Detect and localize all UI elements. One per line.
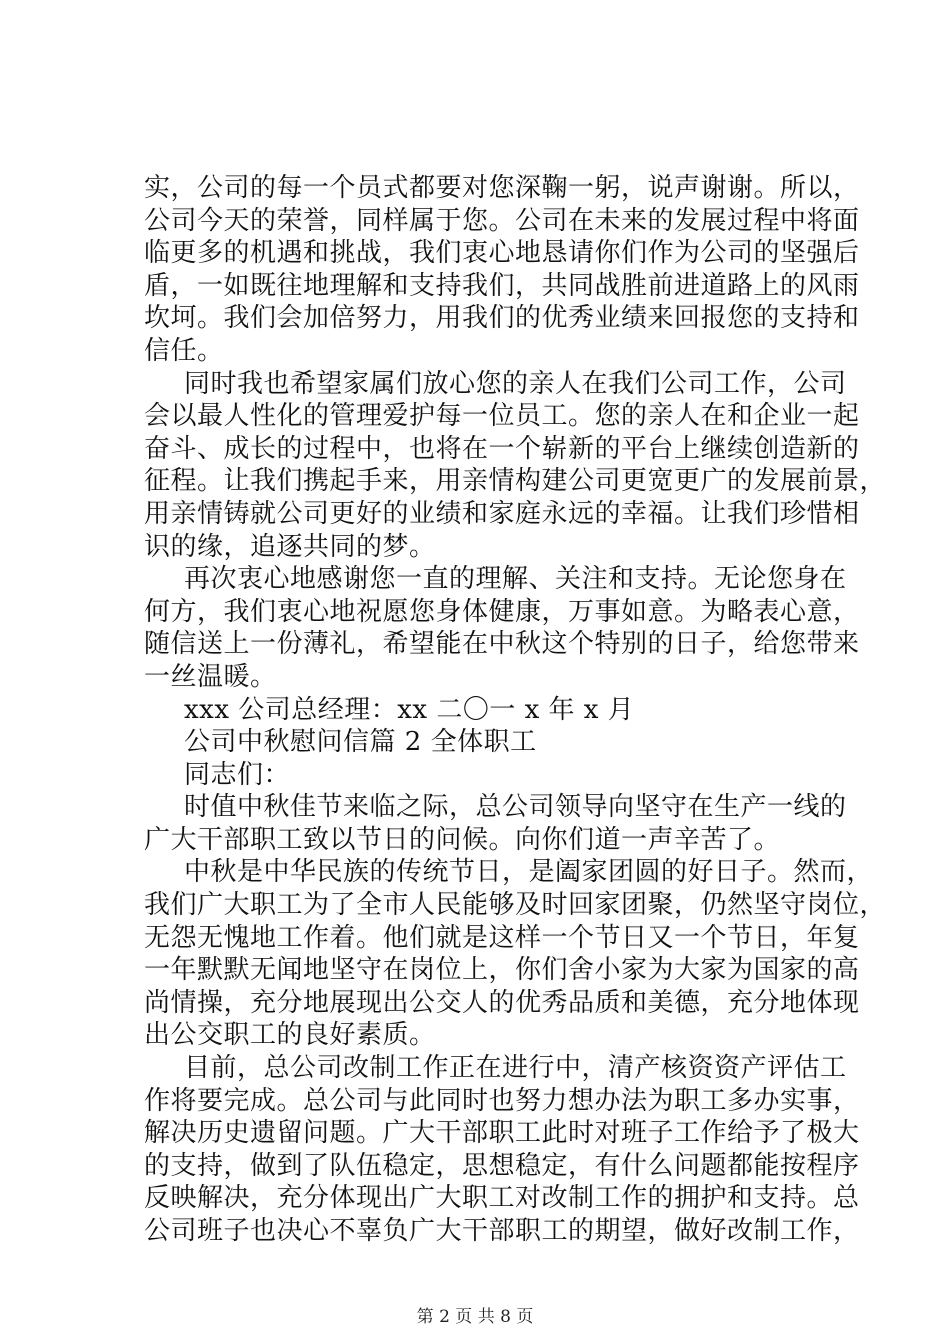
text-line: 实，公司的每一个员式都要对您深鞠一躬，说声谢谢。所以， bbox=[144, 173, 860, 203]
text-line: 信任。 bbox=[144, 335, 224, 366]
text-line: 再次衷心地感谢您一直的理解、关注和支持。无论您身在 bbox=[184, 564, 847, 595]
text-line: 广大干部职工致以节日的问候。向你们道一声辛苦了。 bbox=[144, 824, 781, 855]
text-line: 尚情操，充分地展现出公交人的优秀品质和美德，充分地体现 bbox=[144, 987, 860, 1018]
text-line: 同时我也希望家属们放心您的亲人在我们公司工作，公司 bbox=[184, 368, 847, 399]
text-line: 公司今天的荣誉，同样属于您。公司在未来的发展过程中将面 bbox=[144, 205, 860, 236]
text-line: 目前，总公司改制工作正在进行中，清产核资资产评估工 bbox=[184, 1053, 847, 1084]
document-body bbox=[144, 172, 887, 1248]
text-line: 一年默默无闻地坚守在岗位上，你们舍小家为大家为国家的高 bbox=[144, 955, 860, 986]
text-line: 的支持，做到了队伍稳定，思想稳定，有什么问题都能按程序 bbox=[144, 1150, 860, 1181]
text-line: 坎坷。我们会加倍努力，用我们的优秀业绩来回报您的支持和 bbox=[144, 303, 860, 334]
text-line: 出公交职工的良好素质。 bbox=[144, 1020, 436, 1051]
text-line: 临更多的机遇和挑战，我们衷心地恳请你们作为公司的坚强后 bbox=[144, 238, 860, 269]
text-line: xxx 公司总经理：xx 二〇一 x 年 x 月 bbox=[184, 694, 635, 725]
text-line: 公司班子也决心不辜负广大干部职工的期望，做好改制工作， bbox=[144, 1216, 860, 1246]
text-line: 中秋是中华民族的传统节日，是阖家团圆的好日子。然而， bbox=[184, 857, 874, 888]
text-line: 无怨无愧地工作着。他们就是这样一个节日又一个节日，年复 bbox=[144, 922, 860, 953]
text-line: 作将要完成。总公司与此同时也努力想办法为职工多办实事， bbox=[144, 1085, 860, 1116]
text-line: 反映解决，充分体现出广大职工对改制工作的拥护和支持。总 bbox=[144, 1183, 860, 1214]
text-line: 解决历史遗留问题。广大干部职工此时对班子工作给予了极大 bbox=[144, 1118, 860, 1149]
text-line: 识的缘，追逐共同的梦。 bbox=[144, 531, 436, 562]
text-line: 公司中秋慰问信篇 2 全体职工 bbox=[184, 727, 537, 758]
text-line: 一丝温暖。 bbox=[144, 661, 277, 692]
text-line: 用亲情铸就公司更好的业绩和家庭永远的幸福。让我们珍惜相 bbox=[144, 498, 860, 529]
text-line: 何方，我们衷心地祝愿您身体健康，万事如意。为略表心意， bbox=[144, 596, 860, 627]
text-line: 盾，一如既往地理解和支持我们，共同战胜前进道路上的风雨 bbox=[144, 270, 860, 301]
text-line: 征程。让我们携起手来，用亲情构建公司更宽更广的发展前景， bbox=[144, 466, 887, 497]
text-line: 时值中秋佳节来临之际，总公司领导向坚守在生产一线的 bbox=[184, 792, 847, 823]
text-line: 同志们： bbox=[184, 759, 291, 790]
text-line: 我们广大职工为了全市人民能够及时回家团聚，仍然坚守岗位， bbox=[144, 890, 887, 921]
text-line: 随信送上一份薄礼，希望能在中秋这个特别的日子，给您带来 bbox=[144, 629, 860, 660]
text-line: 会以最人性化的管理爱护每一位员工。您的亲人在和企业一起 bbox=[144, 401, 860, 432]
page-footer: 第 2 页 共 8 页 bbox=[416, 1307, 534, 1327]
text-line: 奋斗、成长的过程中，也将在一个崭新的平台上继续创造新的 bbox=[144, 433, 860, 464]
